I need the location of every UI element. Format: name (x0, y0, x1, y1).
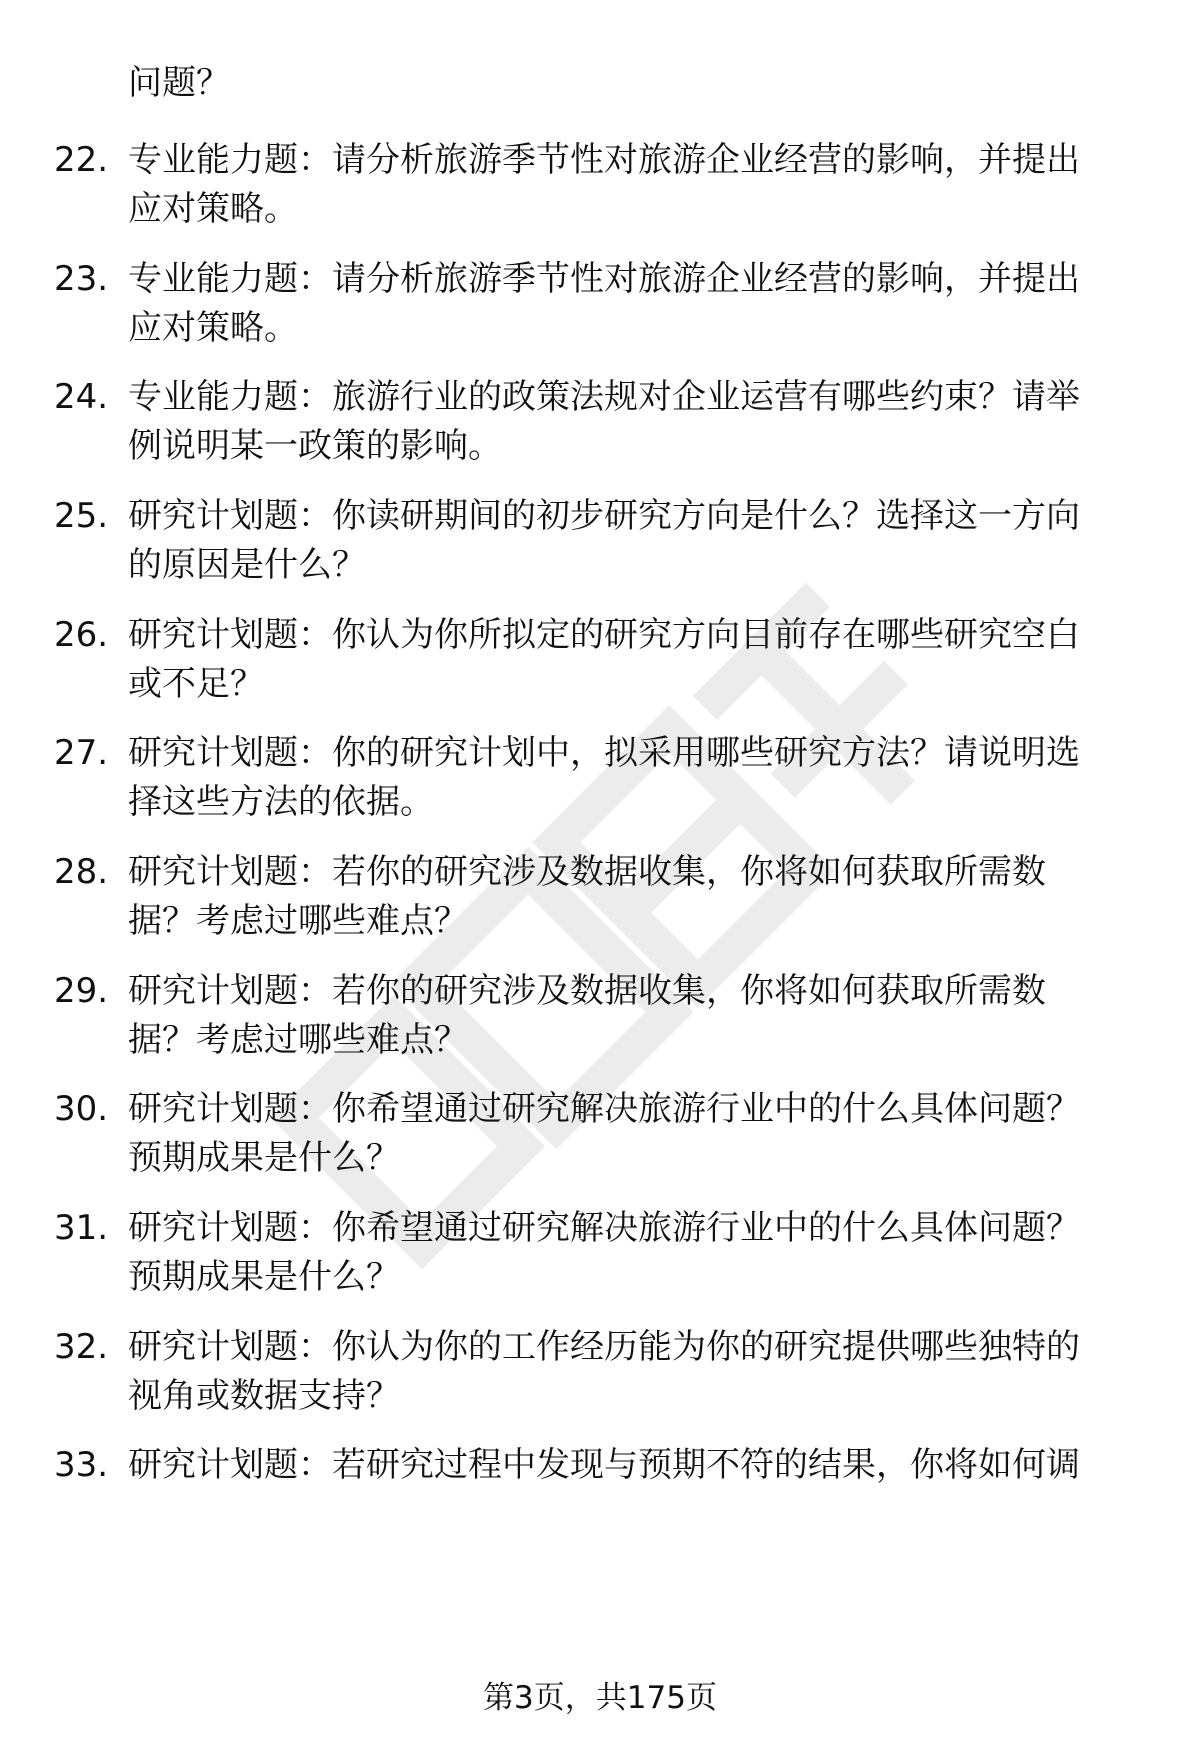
question-number: 22. (54, 140, 109, 180)
continuation-text: 问题？ (128, 63, 230, 103)
question-number: 30. (54, 1089, 109, 1129)
question-number: 23. (54, 259, 109, 299)
question-item-26 (0, 610, 1200, 720)
question-number: 27. (54, 733, 109, 773)
question-text-line1: 研究计划题：你认为你所拟定的研究方向目前存在哪些研究空白 (128, 615, 1080, 655)
question-text-line2: 据？考虑过哪些难点？ (128, 901, 468, 941)
question-text-line2: 应对策略。 (128, 308, 298, 348)
question-text-line2: 例说明某一政策的影响。 (128, 426, 502, 466)
question-text-line2: 择这些方法的依据。 (128, 782, 434, 822)
question-text-line2: 视角或数据支持？ (128, 1376, 400, 1416)
question-item-27 (0, 728, 1200, 838)
question-item-31 (0, 1203, 1200, 1313)
question-item-33 (0, 1440, 1200, 1550)
question-text-line1: 研究计划题：若研究过程中发现与预期不符的结果，你将如何调 (128, 1445, 1080, 1485)
question-text-line1: 研究计划题：你读研期间的初步研究方向是什么？选择这一方向 (128, 496, 1080, 536)
question-item-25 (0, 491, 1200, 601)
question-text-line2: 预期成果是什么？ (128, 1257, 400, 1297)
question-text-line2: 据？考虑过哪些难点？ (128, 1020, 468, 1060)
question-text-line1: 专业能力题：请分析旅游季节性对旅游企业经营的影响，并提出 (128, 259, 1080, 299)
question-item-29 (0, 966, 1200, 1076)
question-number: 33. (54, 1445, 109, 1485)
question-item-28 (0, 847, 1200, 957)
question-number: 25. (54, 496, 109, 536)
question-text-line1: 研究计划题：若你的研究涉及数据收集，你将如何获取所需数 (128, 852, 1046, 892)
page-footer: 第3页，共175页 (483, 1680, 717, 1716)
question-text-line1: 研究计划题：你认为你的工作经历能为你的研究提供哪些独特的 (128, 1327, 1080, 1367)
question-item-30 (0, 1084, 1200, 1194)
question-text-line2: 预期成果是什么？ (128, 1138, 400, 1178)
question-item-22 (0, 135, 1200, 245)
question-text-line1: 研究计划题：你希望通过研究解决旅游行业中的什么具体问题？ (128, 1089, 1080, 1129)
question-number: 24. (54, 377, 109, 417)
question-text-line1: 专业能力题：请分析旅游季节性对旅游企业经营的影响，并提出 (128, 140, 1080, 180)
question-text-line1: 专业能力题：旅游行业的政策法规对企业运营有哪些约束？请举 (128, 377, 1080, 417)
question-number: 32. (54, 1327, 109, 1367)
question-text-line1: 研究计划题：你的研究计划中，拟采用哪些研究方法？请说明选 (128, 733, 1080, 773)
question-text-line1: 研究计划题：你希望通过研究解决旅游行业中的什么具体问题？ (128, 1208, 1080, 1248)
question-item-24 (0, 372, 1200, 482)
question-item-23 (0, 254, 1200, 364)
question-number: 26. (54, 615, 109, 655)
question-number: 28. (54, 852, 109, 892)
question-number: 31. (54, 1208, 109, 1248)
question-text-line2: 或不足？ (128, 664, 264, 704)
question-number: 29. (54, 971, 109, 1011)
question-text-line2: 应对策略。 (128, 189, 298, 229)
question-text-line2: 的原因是什么？ (128, 545, 366, 585)
question-text-line1: 研究计划题：若你的研究涉及数据收集，你将如何获取所需数 (128, 971, 1046, 1011)
question-item-32 (0, 1322, 1200, 1432)
